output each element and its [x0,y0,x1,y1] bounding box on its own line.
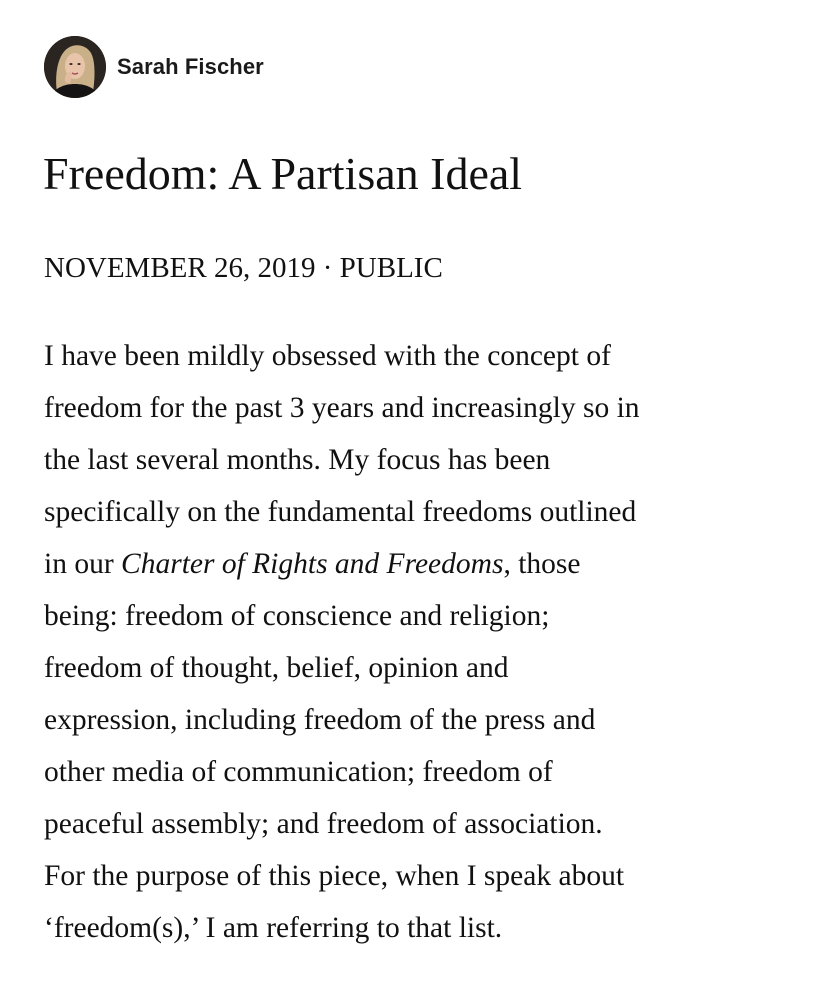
paragraph-line: being: freedom of conscience and religion; [44,600,550,632]
paragraph-line: expression, including freedom of the press and [44,704,596,736]
charter-title: Charter of Rights and Freedoms [121,548,504,580]
paragraph-line: freedom of thought, belief, opinion and [44,652,509,684]
paragraph-line: other media of communication; freedom of [44,756,553,788]
author-name[interactable]: Sarah Fischer [117,54,264,79]
paragraph-line: freedom for the past 3 years and increasingly so in [44,392,640,424]
publish-date: NOVEMBER 26, 2019 [44,252,316,284]
meta-separator: · [315,252,340,284]
article-paragraph [44,330,804,954]
article-meta [44,248,443,288]
paragraph-text: , those [503,548,581,580]
article-title: Freedom: A Partisan Ideal [43,148,523,199]
paragraph-line: I have been mildly obsessed with the concept of [44,340,611,372]
author-portrait-icon [44,36,106,98]
author-byline[interactable] [44,36,264,98]
paragraph-line [44,538,804,590]
visibility-label: PUBLIC [339,252,443,284]
avatar[interactable] [44,36,106,98]
paragraph-line: specifically on the fundamental freedoms outlined [44,496,637,528]
paragraph-line: peaceful assembly; and freedom of association. [44,808,603,840]
paragraph-line: For the purpose of this piece, when I speak about [44,860,625,892]
paragraph-line: the last several months. My focus has been [44,444,551,476]
paragraph-text: in our [44,548,122,580]
paragraph-line: ‘freedom(s),’ I am referring to that list. [44,912,503,944]
